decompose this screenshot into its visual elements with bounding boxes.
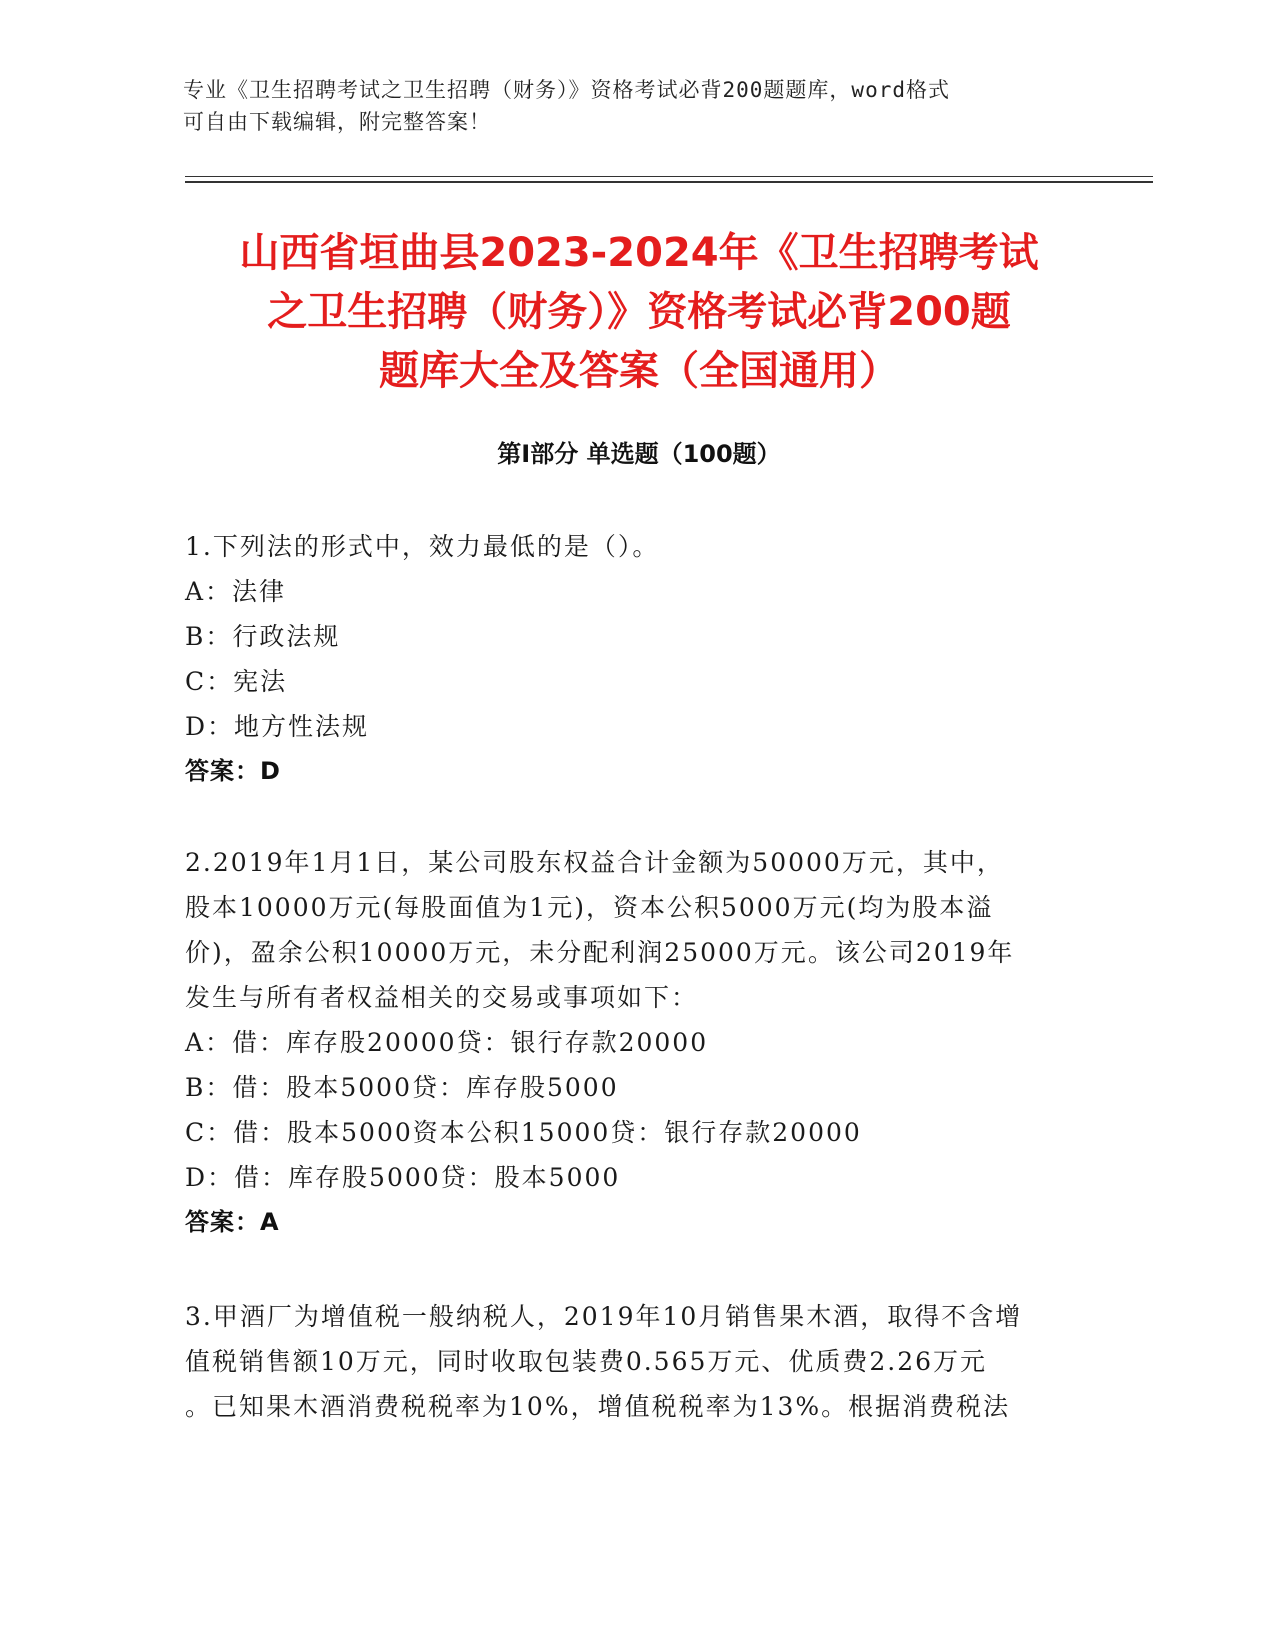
option-c: C：借：股本5000资本公积15000贷：银行存款20000	[185, 1118, 862, 1147]
document-title-line: 山西省垣曲县2023-2024年《卫生招聘考试	[239, 230, 1039, 276]
option-d: D：借：库存股5000贷：股本5000	[185, 1163, 621, 1192]
header-note-line: 专业《卫生招聘考试之卫生招聘（财务）》资格考试必背200题题库，word格式	[183, 78, 950, 102]
answer: 答案：A	[185, 1208, 280, 1236]
answer: 答案：D	[185, 757, 281, 785]
question-stem: 值税销售额10万元，同时收取包装费0.565万元、优质费2.26万元	[185, 1347, 988, 1376]
question-stem: 股本10000万元(每股面值为1元)，资本公积5000万元(均为股本溢	[185, 893, 994, 922]
header-divider-thick	[185, 181, 1153, 183]
document-title-line: 题库大全及答案（全国通用）	[379, 348, 899, 394]
option-b: B：借：股本5000贷：库存股5000	[185, 1073, 619, 1102]
question-stem: 价)，盈余公积10000万元，未分配利润25000万元。该公司2019年	[185, 938, 1015, 967]
option-c: C：宪法	[185, 667, 288, 696]
option-d: D：地方性法规	[185, 712, 370, 741]
question-stem: 。已知果木酒消费税税率为10%，增值税税率为13%。根据消费税法	[185, 1392, 1011, 1421]
question-3	[185, 1294, 1085, 1429]
question-stem: 2.2019年1月1日，某公司股东权益合计金额为50000万元，其中，	[185, 848, 1004, 877]
option-a: A：法律	[185, 577, 287, 606]
question-2	[185, 840, 1085, 1245]
header-note	[183, 74, 1063, 138]
option-b: B：行政法规	[185, 622, 341, 651]
option-a: A：借：库存股20000贷：银行存款20000	[185, 1028, 709, 1057]
question-stem: 发生与所有者权益相关的交易或事项如下：	[185, 983, 699, 1012]
section-title: 第Ⅰ部分 单选题（100题）	[497, 440, 781, 468]
question-1	[185, 524, 1085, 794]
document-title-line: 之卫生招聘（财务）》资格考试必背200题	[267, 289, 1011, 335]
question-stem: 3.甲酒厂为增值税一般纳税人，2019年10月销售果木酒，取得不含增	[185, 1302, 1023, 1331]
document-title	[185, 224, 1093, 401]
header-note-line: 可自由下载编辑，附完整答案！	[183, 110, 491, 134]
question-stem: 1.下列法的形式中，效力最低的是（）。	[185, 532, 660, 561]
header-divider-thin	[185, 176, 1153, 177]
